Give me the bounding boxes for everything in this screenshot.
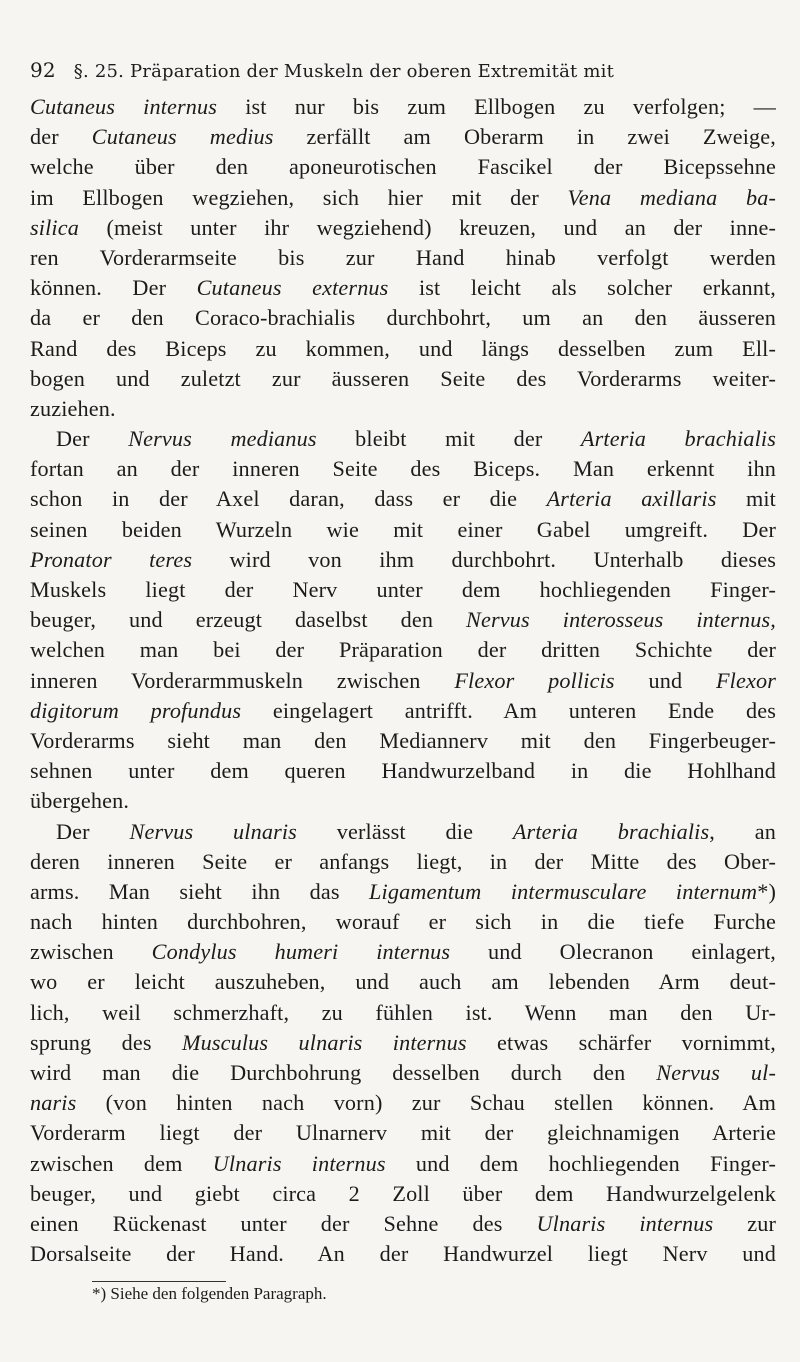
text-segment: etwas schärfer vornimmt, <box>466 1029 776 1055</box>
running-title: §. 25. Präparation der Muskeln der oberen Extremität mit <box>73 61 615 82</box>
text-line <box>30 666 776 696</box>
italic-term: Arteria brachialis <box>580 426 777 452</box>
text-segment: Vorderarms sieht man den Mediannerv mit den Fingerbeuger- <box>30 727 776 753</box>
text-line <box>30 1058 776 1088</box>
text-segment: übergehen. <box>30 788 130 814</box>
text-line <box>30 937 776 967</box>
text-line <box>30 243 776 273</box>
text-segment: Der <box>56 426 129 452</box>
text-line <box>30 303 776 333</box>
text-segment: Rand des Biceps zu kommen, und längs desselben zum Ell- <box>30 335 776 361</box>
text-line <box>30 1118 776 1148</box>
italic-term: Nervus ulnaris <box>129 818 297 844</box>
text-line <box>30 152 776 182</box>
text-line <box>30 484 776 514</box>
text-segment: und <box>614 667 716 693</box>
page-number: 92 <box>30 58 56 82</box>
text-line <box>30 92 776 122</box>
text-segment: bogen und zuletzt zur äusseren Seite des Vorderarms weiter- <box>30 365 776 391</box>
text-line <box>30 998 776 1028</box>
text-line <box>30 967 776 997</box>
text-line <box>30 726 776 756</box>
text-line <box>30 605 776 635</box>
text-segment: beuger, und giebt circa 2 Zoll über dem Handwurzelgelenk <box>30 1180 776 1206</box>
text-segment: arms. Man sieht ihn das <box>30 878 370 904</box>
text-segment: zur <box>713 1210 777 1236</box>
text-segment: sehnen unter dem queren Handwurzelband in die Hohlhand <box>30 758 776 784</box>
text-line <box>30 213 776 243</box>
text-line <box>30 1209 776 1239</box>
text-segment: zwischen <box>30 939 152 965</box>
text-segment: welchen man bei der Präparation der dritten Schichte der <box>30 637 776 663</box>
text-segment: welche über den aponeurotischen Fascikel der Bicepssehne <box>30 154 776 180</box>
text-line <box>30 1088 776 1118</box>
text-line <box>30 817 776 847</box>
text-line <box>30 183 776 213</box>
text-segment: bleibt mit der <box>316 426 581 452</box>
text-line <box>30 394 776 424</box>
italic-term: Ligamentum intermusculare internum <box>369 878 758 904</box>
italic-term: Nervus interosseus internus, <box>466 607 776 633</box>
footnote: *) Siehe den folgenden Paragraph. <box>92 1284 327 1303</box>
italic-term: Arteria brachialis <box>512 818 710 844</box>
italic-term: Pronator teres <box>30 546 193 572</box>
italic-term: naris <box>30 1090 77 1116</box>
italic-term: Cutaneus internus <box>30 94 218 119</box>
text-line <box>30 756 776 786</box>
italic-term: Condylus humeri internus <box>151 939 451 965</box>
text-line <box>30 364 776 394</box>
text-segment: fortan an der inneren Seite des Biceps. Man erkennt ihn <box>30 456 776 482</box>
text-segment: da er den Coraco-brachialis durchbohrt, um an den äusseren <box>30 305 776 331</box>
text-segment: inneren Vorderarmmuskeln zwischen <box>30 667 455 693</box>
text-segment: Dorsalseite der Hand. An der Handwurzel liegt Nerv und <box>30 1241 776 1267</box>
italic-term: Cutaneus externus <box>196 275 389 301</box>
text-segment: zuziehen. <box>30 395 116 421</box>
text-line <box>30 1179 776 1209</box>
footnote-divider <box>92 1281 226 1282</box>
text-segment: und Olecranon einlagert, <box>450 939 776 965</box>
italic-term: Musculus ulnaris internus <box>181 1029 467 1055</box>
text-segment: schon in der Axel daran, dass er die <box>30 486 547 512</box>
text-segment: eingelagert antrifft. Am unteren Ende des <box>241 697 776 723</box>
text-segment: nach hinten durchbohren, worauf er sich in die tiefe Furche <box>30 909 776 935</box>
text-segment: ist leicht als solcher erkannt, <box>388 275 776 301</box>
italic-term: Nervus medianus <box>128 426 317 452</box>
text-segment: einen Rückenast unter der Sehne des <box>30 1210 537 1236</box>
text-line <box>30 1239 776 1269</box>
text-line <box>30 635 776 665</box>
text-line <box>30 907 776 937</box>
text-segment: ren Vorderarmseite bis zur Hand hinab verfolgt werden <box>30 244 776 270</box>
text-segment: seinen beiden Wurzeln wie mit einer Gabel umgreift. Der <box>30 516 776 542</box>
text-segment: Vorderarm liegt der Ulnarnerv mit der gleichnamigen Arterie <box>30 1120 776 1146</box>
italic-term: Nervus ul- <box>656 1060 776 1085</box>
text-segment: *) <box>757 878 776 904</box>
text-segment: beuger, und erzeugt daselbst den <box>30 607 467 633</box>
text-line <box>30 424 776 454</box>
text-segment: zwischen dem <box>30 1150 213 1176</box>
text-line <box>30 545 776 575</box>
running-header <box>30 58 776 84</box>
italic-term: Ulnaris internus <box>212 1150 386 1176</box>
italic-term: Flexor <box>715 667 777 693</box>
text-segment: können. Der <box>30 275 197 301</box>
text-line <box>30 1028 776 1058</box>
text-segment: wo er leicht auszuheben, und auch am lebenden Arm deut- <box>30 969 776 995</box>
text-line <box>30 847 776 877</box>
text-line <box>30 877 776 907</box>
text-line <box>30 575 776 605</box>
italic-term: digitorum profundus <box>30 697 242 723</box>
body-text <box>30 92 776 1269</box>
text-line <box>30 454 776 484</box>
text-segment: Muskels liegt der Nerv unter dem hochliegenden Finger- <box>30 577 776 602</box>
text-segment: wird man die Durchbohrung desselben durch den <box>30 1060 657 1085</box>
text-line <box>30 786 776 816</box>
text-line <box>30 515 776 545</box>
text-line <box>30 122 776 152</box>
italic-term: Cutaneus medius <box>91 124 274 150</box>
text-segment: sprung des <box>30 1029 182 1055</box>
italic-term: Arteria axillaris <box>546 486 717 512</box>
text-segment: wird von ihm durchbohrt. Unterhalb dieses <box>192 546 776 572</box>
italic-term: Flexor pollicis <box>454 667 615 693</box>
italic-term: silica <box>30 214 79 240</box>
text-segment: Der <box>56 818 130 844</box>
text-line <box>30 1149 776 1179</box>
text-segment: (meist unter ihr wegziehend) kreuzen, und an der inne- <box>78 214 776 240</box>
text-line <box>30 273 776 303</box>
text-segment: und dem hochliegenden Finger- <box>385 1150 777 1176</box>
text-segment: im Ellbogen wegziehen, sich hier mit der <box>30 184 568 210</box>
text-segment: verlässt die <box>296 818 513 844</box>
text-segment: ist nur bis zum Ellbogen zu verfolgen; — <box>217 94 776 119</box>
text-line <box>30 334 776 364</box>
text-segment: der <box>30 124 92 150</box>
text-segment: lich, weil schmerzhaft, zu fühlen ist. Wenn man den Ur- <box>30 999 776 1025</box>
text-segment: (von hinten nach vorn) zur Schau stellen können. Am <box>76 1090 776 1116</box>
text-segment: deren inneren Seite er anfangs liegt, in der Mitte des Ober- <box>30 848 776 874</box>
text-line <box>30 696 776 726</box>
text-segment: , an <box>709 818 777 844</box>
text-segment: zerfällt am Oberarm in zwei Zweige, <box>273 124 776 150</box>
italic-term: Vena mediana ba- <box>567 184 776 210</box>
text-segment: mit <box>716 486 776 512</box>
italic-term: Ulnaris internus <box>536 1210 714 1236</box>
